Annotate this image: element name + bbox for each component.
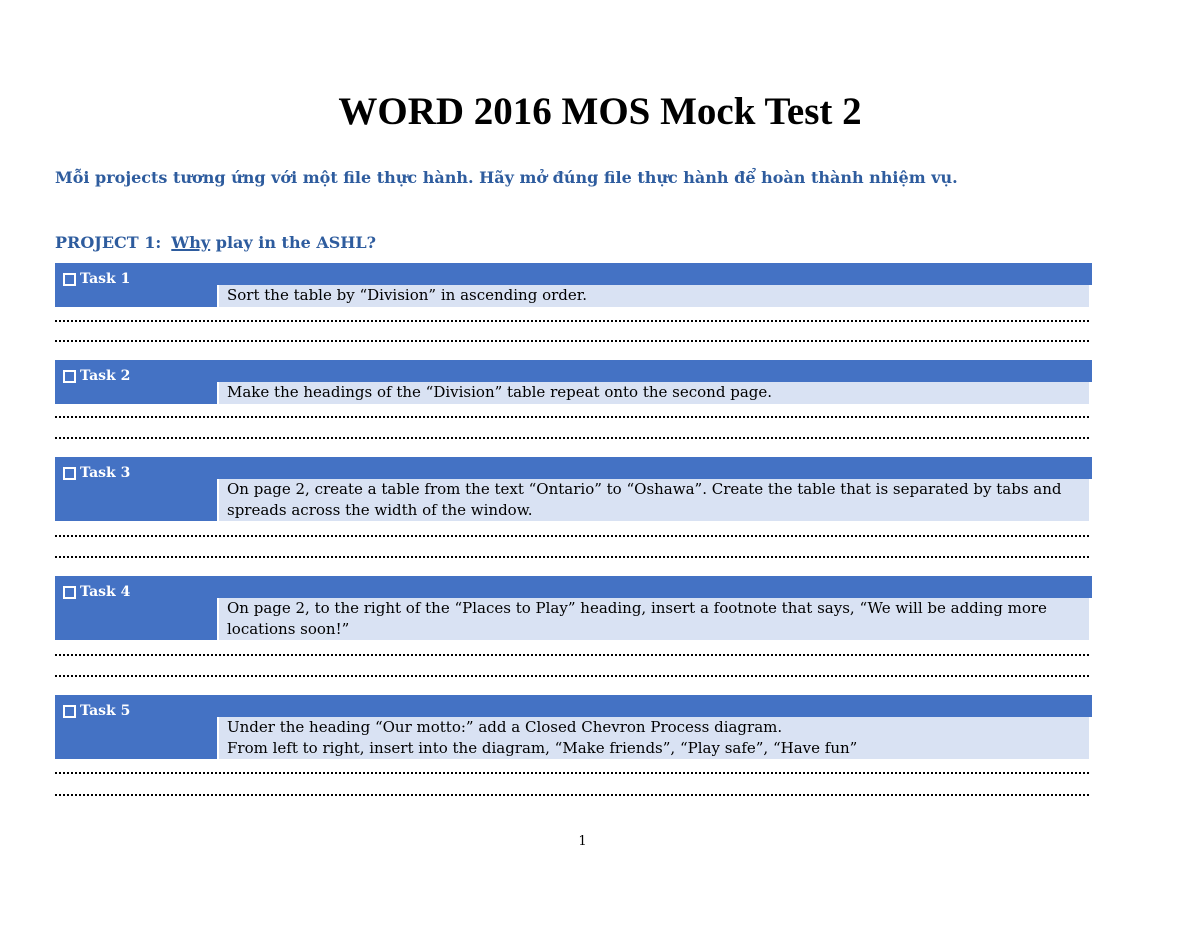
task-label-block	[55, 457, 217, 521]
intro-text: Mỗi projects tương ứng với một file thực hành. Hãy mở đúng file thực hành để hoàn thành nhiệm vụ.	[55, 168, 958, 187]
task-description	[219, 598, 1089, 640]
task-label-text: Task 1	[80, 271, 131, 287]
task-desc-line: Under the heading “Our motto:” add a Closed Chevron Process diagram.	[227, 718, 783, 736]
checkbox-icon	[63, 586, 76, 599]
task-desc-line: From left to right, insert into the diagram, “Make friends”, “Play safe”, “Have fun”	[227, 739, 858, 757]
task-label	[63, 368, 130, 384]
task-desc-line: locations soon!”	[227, 620, 350, 638]
task-desc-line: On page 2, create a table from the text “Ontario” to “Oshawa”. Create the table that is separated by tabs and	[227, 480, 1062, 498]
dotted-line	[55, 675, 1089, 677]
dotted-line	[55, 416, 1089, 418]
task-desc-line: On page 2, to the right of the “Places to Play” heading, insert a footnote that says, “We will be adding more	[227, 599, 1047, 617]
checkbox-icon	[63, 370, 76, 383]
dotted-line	[55, 320, 1089, 322]
project-why: Why	[171, 233, 211, 252]
dotted-line	[55, 535, 1089, 537]
task-label	[63, 465, 130, 481]
checkbox-icon	[63, 273, 76, 286]
task-description	[219, 382, 1089, 404]
task-label-block	[55, 360, 217, 404]
task-label-block	[55, 576, 217, 640]
task-label-text: Task 3	[80, 465, 131, 481]
task-label-block	[55, 695, 217, 759]
task-label	[63, 271, 130, 287]
task-5	[55, 695, 1092, 759]
task-2	[55, 360, 1092, 404]
checkbox-icon	[63, 705, 76, 718]
dotted-line	[55, 556, 1089, 558]
task-description	[219, 285, 1089, 307]
dotted-line	[55, 437, 1089, 439]
dotted-line	[55, 654, 1089, 656]
dotted-line	[55, 772, 1089, 774]
page-number: 1	[578, 834, 587, 849]
page-title: WORD 2016 MOS Mock Test 2	[338, 90, 862, 133]
task-description	[219, 717, 1089, 759]
task-1	[55, 263, 1092, 307]
project-heading	[55, 233, 376, 252]
task-3	[55, 457, 1092, 521]
task-4	[55, 576, 1092, 640]
dotted-line	[55, 340, 1089, 342]
project-label: PROJECT 1:	[55, 233, 162, 252]
task-desc-line: Make the headings of the “Division” table repeat onto the second page.	[227, 383, 773, 401]
task-description	[219, 479, 1089, 521]
task-desc-line: Sort the table by “Division” in ascending order.	[227, 286, 588, 304]
dotted-line	[55, 794, 1089, 796]
project-title-rest: play in the ASHL?	[215, 233, 377, 252]
task-label-text: Task 5	[80, 703, 131, 719]
task-label	[63, 703, 130, 719]
task-label	[63, 584, 130, 600]
task-label-text: Task 4	[80, 584, 131, 600]
task-desc-line: spreads across the width of the window.	[227, 501, 533, 519]
checkbox-icon	[63, 467, 76, 480]
task-label-text: Task 2	[80, 368, 131, 384]
task-label-block	[55, 263, 217, 307]
